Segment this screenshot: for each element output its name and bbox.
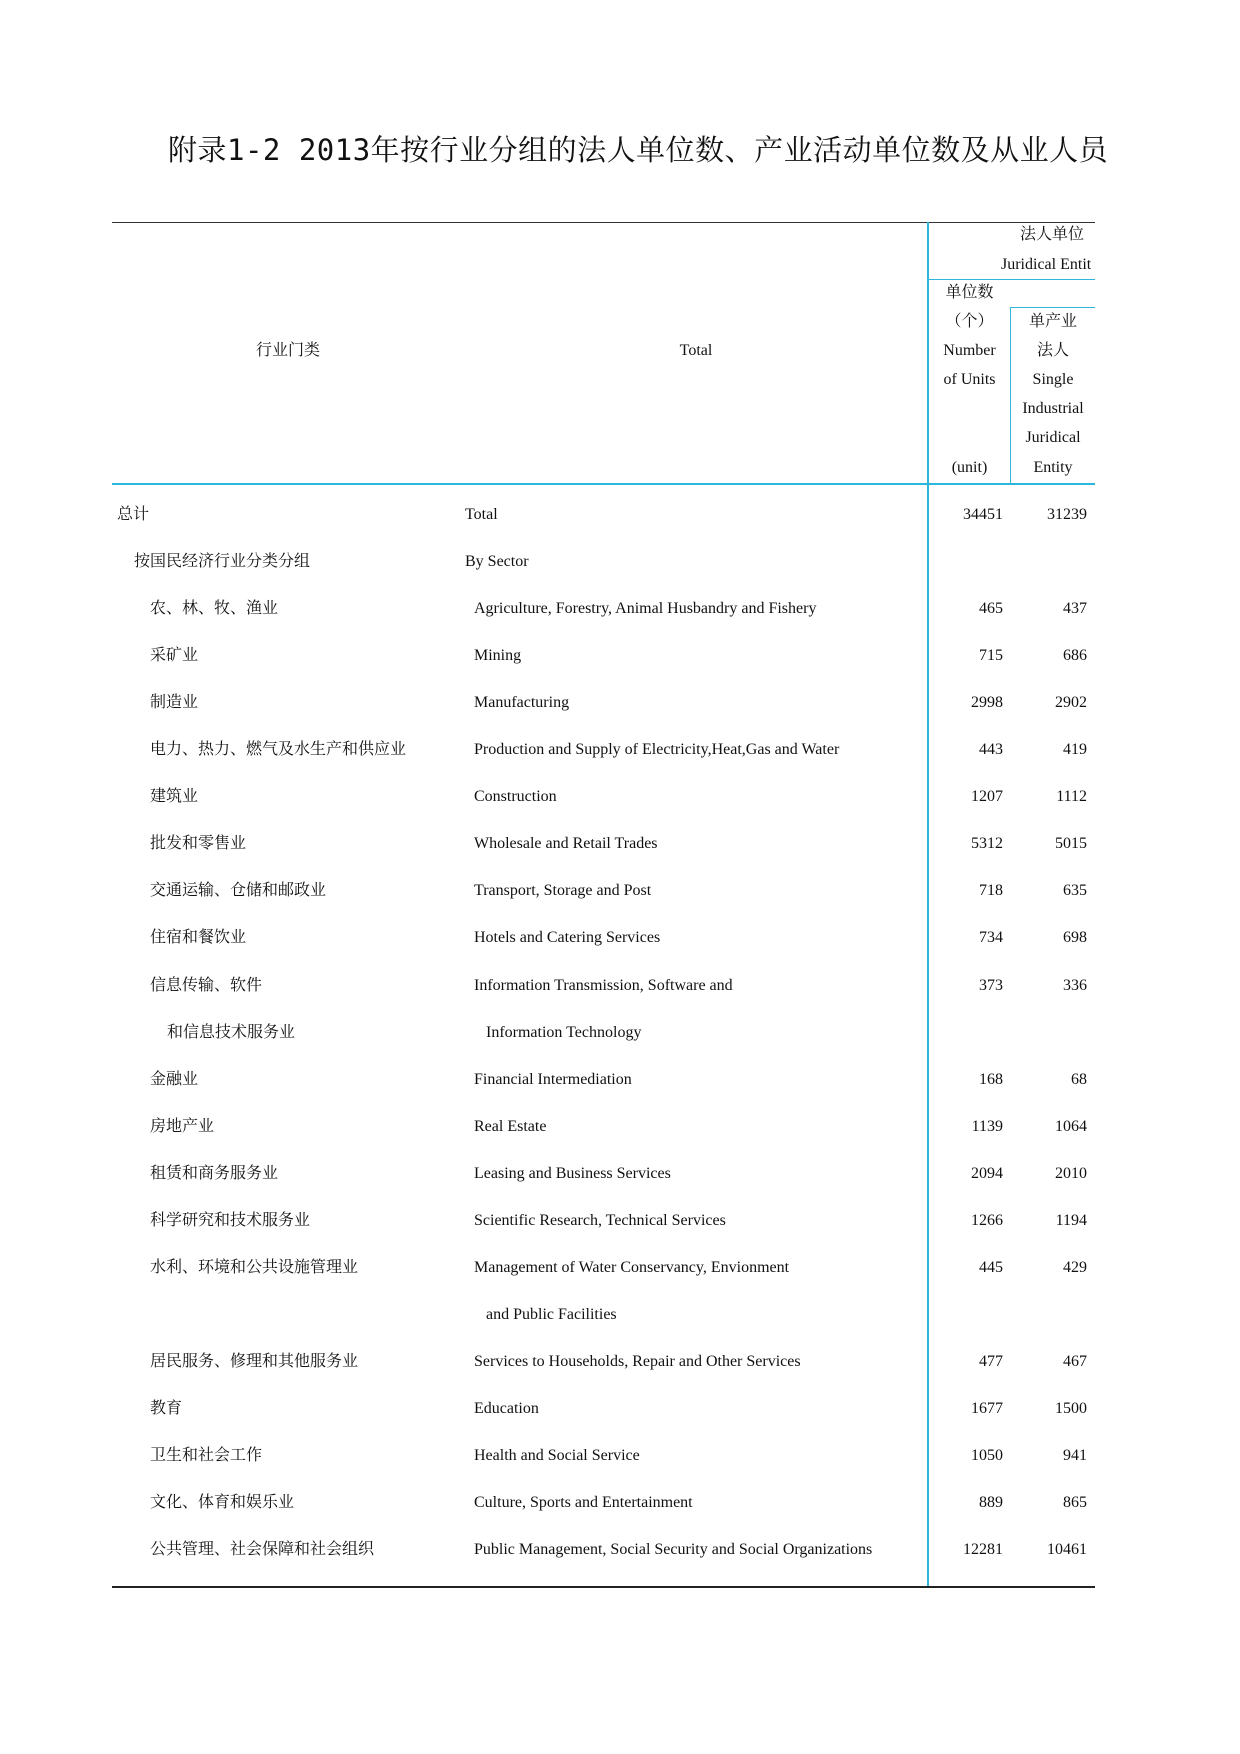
units-header-line: （个） <box>945 313 994 330</box>
row-label-cn: 建筑业 <box>150 788 199 805</box>
row-label-en: Financial Intermediation <box>474 1071 632 1088</box>
units-value: 715 <box>979 647 1003 664</box>
row-label-cn: 交通运输、仓储和邮政业 <box>150 882 327 899</box>
row-label-cn: 信息传输、软件 <box>150 977 263 994</box>
units-value: 718 <box>979 882 1003 899</box>
units-value: 445 <box>979 1259 1003 1276</box>
row-label-en: By Sector <box>465 553 529 570</box>
single-entity-value: 2902 <box>1055 694 1087 711</box>
single-entity-value: 686 <box>1063 647 1087 664</box>
row-label-en: Scientific Research, Technical Services <box>474 1212 726 1229</box>
units-header-line: Number <box>943 342 996 359</box>
units-value: 34451 <box>963 506 1003 523</box>
row-label-en: Hotels and Catering Services <box>474 929 661 946</box>
units-value: 2094 <box>971 1165 1003 1182</box>
units-value: 12281 <box>963 1541 1003 1558</box>
units-header-line: 单位数 <box>945 284 994 301</box>
single-header-line: 单产业 <box>1028 313 1077 330</box>
row-label-cn: 居民服务、修理和其他服务业 <box>150 1353 359 1370</box>
group-header-cn: 法人单位 <box>1019 226 1084 243</box>
units-value: 889 <box>979 1494 1003 1511</box>
single-header-line: Entity <box>1033 459 1073 476</box>
single-entity-value: 429 <box>1063 1259 1087 1276</box>
single-entity-value: 635 <box>1063 882 1087 899</box>
row-label-cn: 公共管理、社会保障和社会组织 <box>150 1541 375 1558</box>
subheader-divider <box>1010 307 1011 484</box>
row-label-en: Transport, Storage and Post <box>474 882 652 899</box>
units-value: 2998 <box>971 694 1003 711</box>
row-label-en: Construction <box>474 788 557 805</box>
row-label-cn: 科学研究和技术服务业 <box>150 1212 311 1229</box>
row-label-cn: 总计 <box>117 506 150 523</box>
row-label-en: Wholesale and Retail Trades <box>474 835 658 852</box>
units-value: 373 <box>979 977 1003 994</box>
single-entity-value: 336 <box>1063 977 1087 994</box>
row-label-cn: 文化、体育和娱乐业 <box>150 1494 295 1511</box>
single-entity-value: 865 <box>1063 1494 1087 1511</box>
group-header-en: Juridical Entit <box>1001 256 1092 273</box>
units-value: 1139 <box>971 1118 1003 1135</box>
column-header-total: Total <box>679 342 713 359</box>
row-label-cn: 制造业 <box>150 694 199 711</box>
row-label-en: Leasing and Business Services <box>474 1165 671 1182</box>
row-label-cn: 和信息技术服务业 <box>167 1024 296 1041</box>
row-label-en: Total <box>465 506 498 523</box>
single-header-rule <box>1011 307 1095 308</box>
row-label-en: Management of Water Conservancy, Envionment <box>474 1259 790 1276</box>
single-header-line: Juridical <box>1025 429 1081 446</box>
row-label-en: Health and Social Service <box>474 1447 640 1464</box>
single-entity-value: 437 <box>1063 600 1087 617</box>
units-value: 1266 <box>971 1212 1003 1229</box>
single-entity-value: 1064 <box>1055 1118 1087 1135</box>
row-label-cn: 农、林、牧、渔业 <box>150 600 279 617</box>
single-entity-value: 2010 <box>1055 1165 1087 1182</box>
row-label-cn: 水利、环境和公共设施管理业 <box>150 1259 359 1276</box>
row-label-en: Public Management, Social Security and Social Organizations <box>474 1541 873 1558</box>
group-header-rule <box>929 279 1095 280</box>
units-value: 443 <box>979 741 1003 758</box>
units-header-line: (unit) <box>951 459 988 476</box>
row-label-cn: 采矿业 <box>150 647 199 664</box>
row-label-en: and Public Facilities <box>486 1306 617 1323</box>
single-entity-value: 941 <box>1063 1447 1087 1464</box>
units-value: 477 <box>979 1353 1003 1370</box>
single-entity-value: 5015 <box>1055 835 1087 852</box>
single-entity-value: 419 <box>1063 741 1087 758</box>
row-label-en: Production and Supply of Electricity,Heat,Gas and Water <box>474 741 840 758</box>
single-header-line: Single <box>1032 371 1074 388</box>
single-entity-value: 467 <box>1063 1353 1087 1370</box>
row-label-en: Services to Households, Repair and Other Services <box>474 1353 801 1370</box>
units-value: 168 <box>979 1071 1003 1088</box>
row-label-cn: 金融业 <box>150 1071 199 1088</box>
row-label-cn: 住宿和餐饮业 <box>150 929 247 946</box>
table-top-rule <box>112 222 1095 223</box>
row-label-cn: 按国民经济行业分类分组 <box>134 553 311 570</box>
single-entity-value: 68 <box>1071 1071 1087 1088</box>
row-label-cn: 电力、热力、燃气及水生产和供应业 <box>150 741 407 758</box>
single-entity-value: 31239 <box>1047 506 1087 523</box>
row-label-cn: 房地产业 <box>150 1118 215 1135</box>
row-label-en: Information Transmission, Software and <box>474 977 733 994</box>
single-entity-value: 1500 <box>1055 1400 1087 1417</box>
units-value: 5312 <box>971 835 1003 852</box>
row-label-en: Real Estate <box>474 1118 547 1135</box>
row-label-cn: 教育 <box>150 1400 183 1417</box>
single-header-line: 法人 <box>1036 342 1069 359</box>
single-entity-value: 10461 <box>1047 1541 1087 1558</box>
row-label-en: Agriculture, Forestry, Animal Husbandry and Fishery <box>474 600 817 617</box>
row-label-cn: 批发和零售业 <box>150 835 247 852</box>
units-value: 1207 <box>971 788 1003 805</box>
column-divider <box>927 222 929 1586</box>
table-bottom-rule <box>112 1586 1095 1588</box>
row-label-en: Mining <box>474 647 522 664</box>
units-value: 1677 <box>971 1400 1003 1417</box>
column-header-category: 行业门类 <box>255 342 320 359</box>
single-entity-value: 698 <box>1063 929 1087 946</box>
units-value: 734 <box>979 929 1003 946</box>
row-label-en: Culture, Sports and Entertainment <box>474 1494 693 1511</box>
units-value: 1050 <box>971 1447 1003 1464</box>
single-entity-value: 1112 <box>1056 788 1087 805</box>
row-label-en: Education <box>474 1400 539 1417</box>
row-label-cn: 卫生和社会工作 <box>150 1447 263 1464</box>
header-bottom-rule <box>112 483 1095 485</box>
row-label-en: Information Technology <box>486 1024 642 1041</box>
row-label-cn: 租赁和商务服务业 <box>150 1165 279 1182</box>
single-entity-value: 1194 <box>1055 1212 1087 1229</box>
page-title: 附录1-2 2013年按行业分组的法人单位数、产业活动单位数及从业人员 <box>168 133 1109 167</box>
single-header-line: Industrial <box>1022 400 1084 417</box>
units-value: 465 <box>979 600 1003 617</box>
row-label-en: Manufacturing <box>474 694 570 711</box>
units-header-line: of Units <box>943 371 996 388</box>
